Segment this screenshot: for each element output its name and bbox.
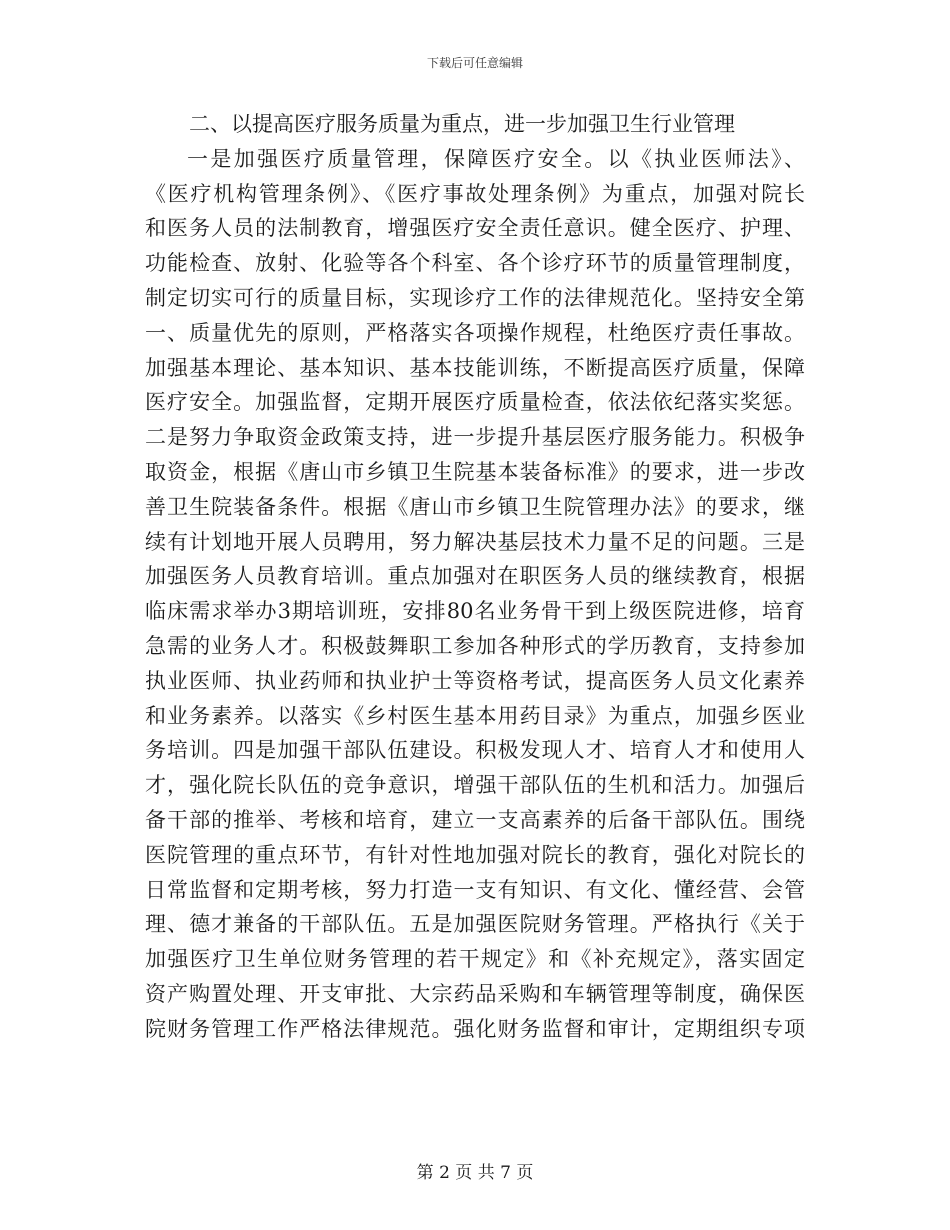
document-body — [145, 107, 805, 1047]
section-heading: 二、以提高医疗服务质量为重点，进一步加强卫生行业管理 — [189, 112, 735, 136]
paragraph-line: 《医疗机构管理条例》、《医疗事故处理条例》为重点，加强对院长 — [145, 181, 805, 206]
paragraph-line: 医疗安全。加强监督，定期开展医疗质量检查，依法依纪落实奖惩。 — [145, 390, 805, 415]
page-footer: 第 2 页 共 7 页 — [416, 1163, 534, 1183]
paragraph-line: 院财务管理工作严格法律规范。强化财务监督和审计，定期组织专项 — [145, 1016, 805, 1041]
paragraph-line: 急需的业务人才。积极鼓舞职工参加各种形式的学历教育，支持参加 — [145, 633, 805, 658]
page-header: 下载后可任意编辑 — [426, 56, 523, 70]
paragraph-line: 务培训。四是加强干部队伍建设。积极发现人才、培育人才和使用人 — [145, 738, 805, 763]
paragraph-line: 和业务素养。以落实《乡村医生基本用药目录》为重点，加强乡医业 — [145, 703, 805, 728]
paragraph-line: 续有计划地开展人员聘用，努力解决基层技术力量不足的问题。三是 — [145, 529, 805, 554]
paragraph-line: 二是努力争取资金政策支持，进一步提升基层医疗服务能力。积极争 — [145, 425, 805, 450]
paragraph-line: 备干部的推举、考核和培育，建立一支高素养的后备干部队伍。围绕 — [145, 807, 805, 832]
paragraph-line: 医院管理的重点环节，有针对性地加强对院长的教育，强化对院长的 — [145, 842, 805, 867]
paragraph-line: 加强医务人员教育培训。重点加强对在职医务人员的继续教育，根据 — [145, 564, 805, 589]
paragraph-line: 一是加强医疗质量管理，保障医疗安全。以《执业医师法》、 — [187, 146, 805, 171]
paragraph-line: 制定切实可行的质量目标，实现诊疗工作的法律规范化。坚持安全第 — [145, 285, 805, 310]
paragraph-line: 临床需求举办3期培训班，安排80名业务骨干到上级医院进修，培育 — [145, 599, 805, 624]
paragraph-line: 理、德才兼备的干部队伍。五是加强医院财务管理。严格执行《关于 — [145, 912, 805, 937]
paragraph-line: 和医务人员的法制教育，增强医疗安全责任意识。健全医疗、护理、 — [145, 216, 805, 241]
paragraph-line: 功能检查、放射、化验等各个科室、各个诊疗环节的质量管理制度， — [145, 251, 805, 276]
paragraph-line: 取资金，根据《唐山市乡镇卫生院基本装备标准》的要求，进一步改 — [145, 459, 805, 484]
paragraph-line: 一、质量优先的原则，严格落实各项操作规程，杜绝医疗责任事故。 — [145, 320, 805, 345]
paragraph-line: 加强基本理论、基本知识、基本技能训练，不断提高医疗质量，保障 — [145, 355, 805, 380]
paragraph-line: 资产购置处理、开支审批、大宗药品采购和车辆管理等制度，确保医 — [145, 981, 805, 1006]
paragraph-line: 加强医疗卫生单位财务管理的若干规定》和《补充规定》，落实固定 — [145, 947, 805, 972]
paragraph-line: 执业医师、执业药师和执业护士等资格考试，提高医务人员文化素养 — [145, 668, 805, 693]
paragraph-line: 善卫生院装备条件。根据《唐山市乡镇卫生院管理办法》的要求，继 — [145, 494, 805, 519]
paragraph-line: 日常监督和定期考核，努力打造一支有知识、有文化、懂经营、会管 — [145, 877, 805, 902]
paragraph-line: 才，强化院长队伍的竞争意识，增强干部队伍的生机和活力。加强后 — [145, 773, 805, 798]
